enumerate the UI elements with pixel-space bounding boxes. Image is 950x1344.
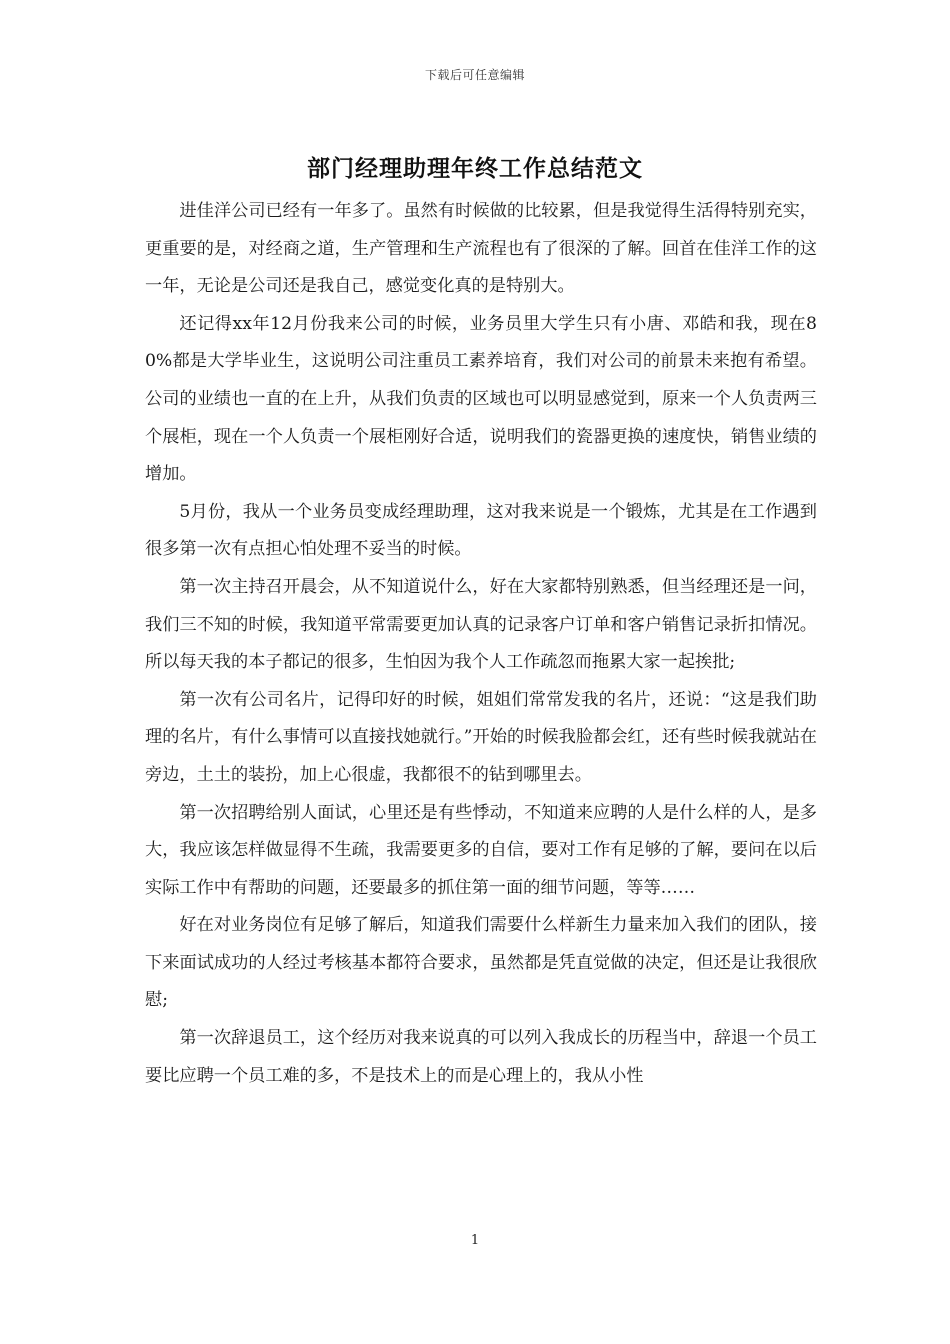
paragraph-7: 好在对业务岗位有足够了解后，知道我们需要什么样新生力量来加入我们的团队，接下来面试成功的人经过考核基本都符合要求，虽然都是凭直觉做的决定，但还是让我很欣慰; xyxy=(145,915,817,1011)
paragraph-8: 第一次辞退员工，这个经历对我来说真的可以列入我成长的历程当中，辞退一个员工要比应聘一个员工难的多，不是技术上的而是心理上的，我从小性 xyxy=(145,1028,817,1086)
document-body xyxy=(145,193,817,1095)
paragraph-5: 第一次有公司名片，记得印好的时候，姐姐们常常发我的名片，还说：“这是我们助理的名片，有什么事情可以直接找她就行。”开始的时候我脸都会红，还有些时候我就站在旁边，土土的装扮，加上心很虚，我都很不的钻到哪里去。 xyxy=(145,689,817,785)
paragraph-2: 还记得xx年12月份我来公司的时候，业务员里大学生只有小唐、邓皓和我，现在80%都是大学毕业生，这说明公司注重员工素养培育，我们对公司的前景未来抱有希望。公司的业绩也一直的在上升，从我们负责的区域也可以明显感觉到，原来一个人负责两三个展柜，现在一个人负责一个展柜刚好合适，说明我们的瓷器更换的速度快，销售业绩的增加。 xyxy=(145,313,817,485)
paragraph-1: 进佳洋公司已经有一年多了。虽然有时候做的比较累，但是我觉得生活得特别充实，更重要的是，对经商之道，生产管理和生产流程也有了很深的了解。回首在佳洋工作的这一年，无论是公司还是我自己，感觉变化真的是特别大。 xyxy=(145,201,817,297)
document-title: 部门经理助理年终工作总结范文 xyxy=(307,155,643,182)
paragraph-6: 第一次招聘给别人面试，心里还是有些悸动，不知道来应聘的人是什么样的人，是多大，我应该怎样做显得不生疏，我需要更多的自信，要对工作有足够的了解，要问在以后实际工作中有帮助的问题，还要最多的抓住第一面的细节问题，等等…… xyxy=(145,802,817,898)
paragraph-3: 5月份，我从一个业务员变成经理助理，这对我来说是一个锻炼，尤其是在工作遇到很多第一次有点担心怕处理不妥当的时候。 xyxy=(145,501,817,560)
page-number: 1 xyxy=(470,1233,480,1248)
header-note: 下载后可任意编辑 xyxy=(424,68,525,82)
paragraph-4: 第一次主持召开晨会，从不知道说什么，好在大家都特别熟悉，但当经理还是一问，我们三不知的时候，我知道平常需要更加认真的记录客户订单和客户销售记录折扣情况。所以每天我的本子都记的很多，生怕因为我个人工作疏忽而拖累大家一起挨批; xyxy=(145,576,817,673)
